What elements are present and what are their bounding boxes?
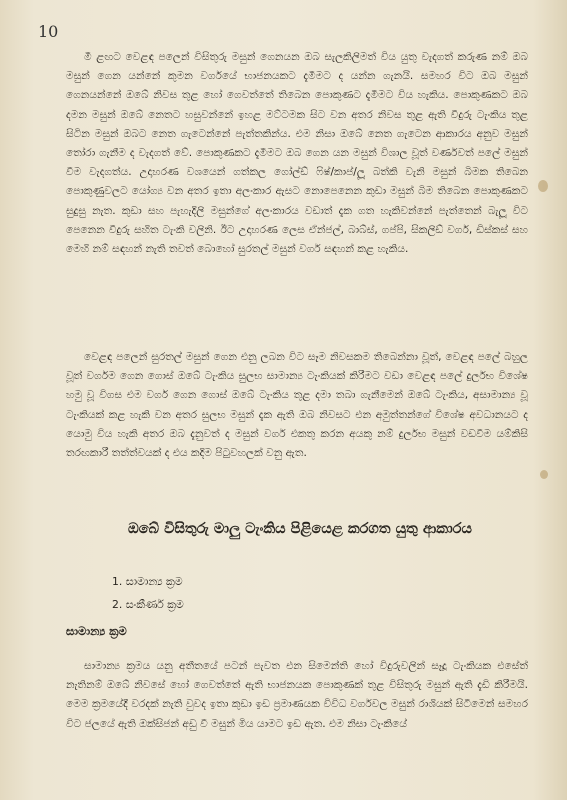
paragraph-intro: මී ළඟට වෙළඳ පලෙන් විසිතුරු මසුන් ගෙනයන ඔබ සැලකිලිමත් විය යුතු වැදගත් කරුණ නම් ඔබ මසුන් ගෙන යන්නේ කුමන වර්ගයේ භාජනයකට දැමීමට ද යන්න ගැනයි. සමහර විට ඔබ මසුන් ගෙනයන්නේ ඔබේ නිවස තුළ හෝ ගෙවත්තේ තිබෙන පොකුණට දැමීමට විය හැකිය. පොකුණකට ඔබ දමන මසුන් ඔබේ නෙතට හසුවන්නේ ඉහළ මට්ටමක සිට වන අතර නිවස තුළ ඇති වීදුරු ටැංකිය තුළ සිටින මසුන් ඔබට නෙත ගැටෙන්නේ පැත්තකින්ය. එම නිසා ඔබේ නෙත ගැටෙන ආකාරය අනුව මසුන් තෝරා ගැනීම ද වැදගත් වේ. පොකුණකට දැමීමට ඔබ ගෙන යන මසුන් විශාල වූත් වර්ණවත් පලේ මසුන් වීම වැදගත්ය. උදාහරණ වශයෙන් ගත්කල ගෝල්ඩ් ෆිෂ්/කාප්/ලූ බත්කි වැනි මසුන් බිමක තිබෙන පොකුණුවලට යෝග්‍ය වන අතර ඉතා අලංකාර ඇසට නොපෙනෙන කුඩා මසුන් බිම තිබෙන පොකුණකට සුදුසු නැත. කුඩා සහ පැහැදිලි මසුන්ගේ අලංකාරය වඩාත් දැක ගත හැකිවන්නේ පැත්තෙන් බැලූ විට පෙනෙන වීදුරු සහිත ටැංකි වලිනි. ඊට උදාහරණ ලෙස ඒන්ජල්, බාබ්ස්, ගප්පි, සිකලිඩ් වර්ග, ඩිස්කස් සහ මෙහි නම් සඳහන් නැති තවත් බොහෝ සුරතල් මසුන් වර්ග සඳහන් කළ හැකිය. [66, 51, 528, 256]
methods-list [112, 570, 184, 616]
list-item: 2. සංකීර්ණ ක්‍රම [112, 598, 184, 611]
paper-stain [538, 180, 548, 192]
paragraph-market: වෙළඳ පලෙන් සුරතල් මසුන් ගෙන එනු ලබන විට සෑම නිවසකම තිබෙන්නා වූත්, වෙළඳ පලේ බහුල වූත් වර්ගම ගෙන ගොස් ඔබේ ටැංකිය සුලභ සාමාන්‍ය ටැංකියක් කිරීමට වඩා වෙළඳ පලේ දුර්ලභ විශේෂ හමු වූ විගස එම වර්ග ගෙන ගොස් ඔබේ ටැංකිය තුළ දමා තබා ගැනීමෙන් ඔබේ ටැංකිය, අසාමාන්‍ය වූ ටැංකියක් කළ හැකි වන අතර සුලභ මසුන් දැක ඇති ඔබ නිවසට එන අමුත්තන්ගේ විශේෂ අවධානයට ද යොමු විය හැකි අතර ඔබ දැනුවත් ද මසුන් වර්ග එකතු කරන අයකු නම් දුර්ලභ මසුන් වඩවීම යම්කිසි තරඟකාරී තත්ත්වයක් ද එය කදිම පිටුවහලක් වනු ඇත. [66, 351, 528, 460]
paragraph-normal-method: සාමාන්‍ය ක්‍රමය යනු අතීතයේ පටන් පැවත එන සිමෙන්ති හෝ විදුරුවලින් සෑදූ ටැංකියක එසේත් නැතිනම් ඔබේ නිවසේ හෝ ගෙවත්තේ ඇති භාජනයක පොකුණක් තුළ විසිතුරු මසුන් ඇති දැඩි කිරීමයි. මෙම ක්‍රමයේදී වරදක් නැති වුවද ඉතා කුඩා ඉඩ ප්‍රමාණයක විවිධ වර්ගවල මසුන් රාශියක් සිටීමෙන් සමහර විට ජලයේ ඇති ඔක්සිජන් අඩු වී මසුන් මිය යාමට ඉඩ ඇත. එම නිසා ටැංකියේ [66, 660, 528, 730]
section-heading: ඔබේ විසිතුරු මාලු ටැංකිය පිළියෙළ කරගත යුතු ආකාරය [128, 521, 472, 537]
page-number: 10 [38, 22, 59, 41]
list-item: 1. සාමාන්‍ය ක්‍රම [112, 575, 183, 588]
subsection-heading: සාමාන්‍ය ක්‍රම [66, 624, 127, 638]
paper-stain [540, 470, 548, 479]
